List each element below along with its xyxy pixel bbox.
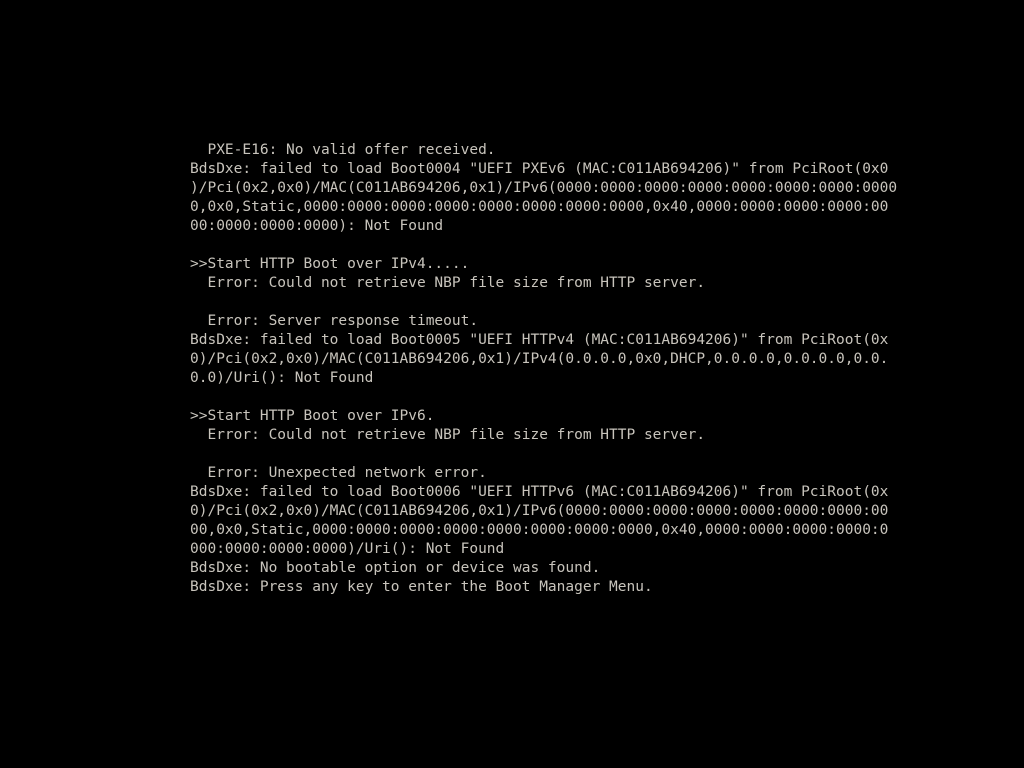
console-line: Error: Could not retrieve NBP file size from HTTP server. [190, 427, 706, 443]
console-line: 0)/Pci(0x2,0x0)/MAC(C011AB694206,0x1)/IPv6(0000:0000:0000:0000:0000:0000:0000:00 [190, 503, 889, 519]
console-line: 00,0x0,Static,0000:0000:0000:0000:0000:0000:0000:0000,0x40,0000:0000:0000:0000:0 [190, 522, 889, 538]
console-line: >>Start HTTP Boot over IPv6. [190, 408, 435, 424]
console-line-blank [190, 388, 990, 407]
console-line: 0)/Pci(0x2,0x0)/MAC(C011AB694206,0x1)/IPv4(0.0.0.0,0x0,DHCP,0.0.0.0,0.0.0.0,0.0. [190, 351, 889, 367]
console-line: Error: Could not retrieve NBP file size from HTTP server. [190, 275, 706, 291]
console-line: 0.0)/Uri(): Not Found [190, 370, 374, 386]
console-line: Error: Server response timeout. [190, 313, 479, 329]
console-line-blank [190, 293, 990, 312]
console-line: BdsDxe: failed to load Boot0006 "UEFI HTTPv6 (MAC:C011AB694206)" from PciRoot(0x [190, 484, 889, 500]
console-line: 0,0x0,Static,0000:0000:0000:0000:0000:0000:0000:0000,0x40,0000:0000:0000:0000:00 [190, 199, 889, 215]
console-line: BdsDxe: failed to load Boot0005 "UEFI HTTPv4 (MAC:C011AB694206)" from PciRoot(0x [190, 332, 889, 348]
console-line: 00:0000:0000:0000): Not Found [190, 218, 444, 234]
console-line: 000:0000:0000:0000)/Uri(): Not Found [190, 541, 505, 557]
console-line: BdsDxe: No bootable option or device was found. [190, 560, 601, 576]
console-line-blank [190, 445, 990, 464]
console-line: BdsDxe: failed to load Boot0004 "UEFI PXEv6 (MAC:C011AB694206)" from PciRoot(0x0 [190, 161, 889, 177]
console-line: >>Start HTTP Boot over IPv4..... [190, 256, 470, 272]
console-line: )/Pci(0x2,0x0)/MAC(C011AB694206,0x1)/IPv6(0000:0000:0000:0000:0000:0000:0000:0000 [190, 180, 898, 196]
console-line-prompt: BdsDxe: Press any key to enter the Boot Manager Menu. [190, 579, 653, 595]
console-line: PXE-E16: No valid offer received. [190, 142, 496, 158]
console-line: Error: Unexpected network error. [190, 465, 487, 481]
boot-console-output [190, 141, 990, 597]
console-line-blank [190, 236, 990, 255]
